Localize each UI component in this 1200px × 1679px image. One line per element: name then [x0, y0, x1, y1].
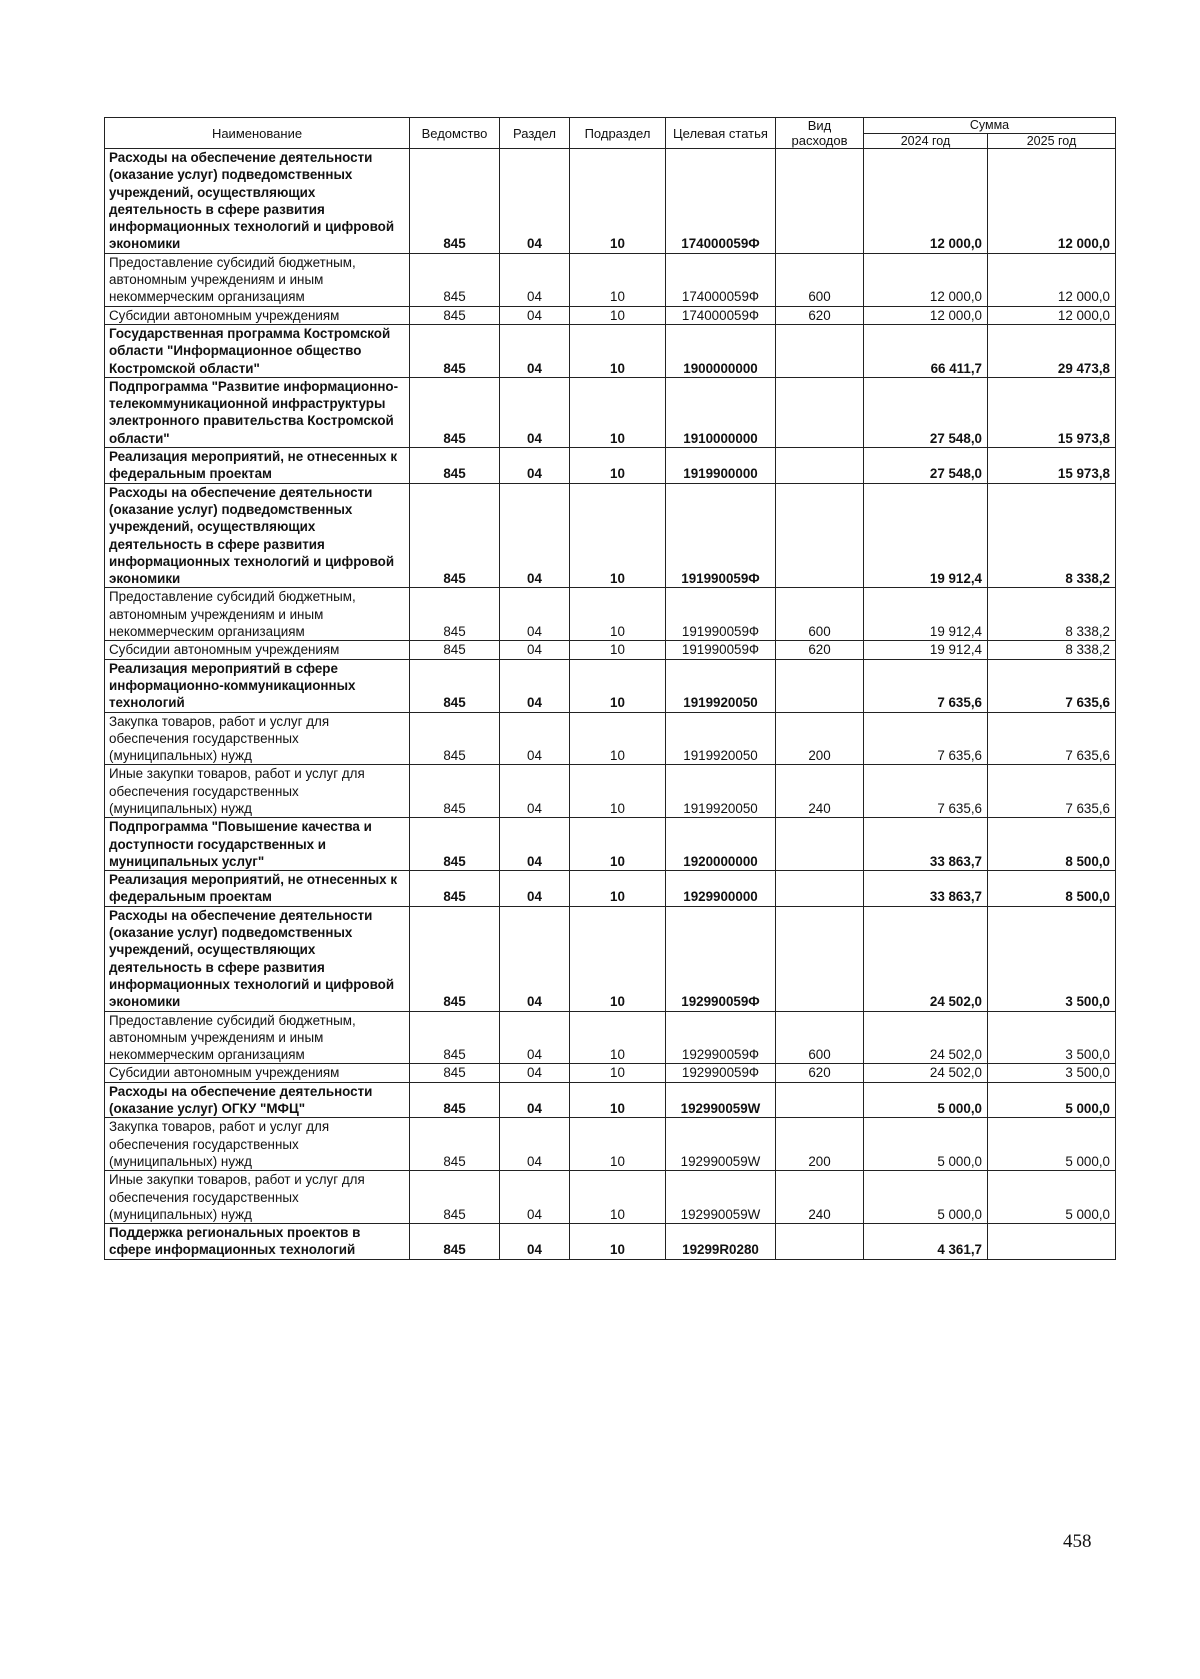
cell-name: Расходы на обеспечение деятельности (оказание услуг) подведомственных учреждений, осуществляющих деятельность в сфере развития информационных технологий и цифровой экономики [105, 149, 410, 254]
cell-name: Реализация мероприятий, не отнесенных к федеральным проектам [105, 871, 410, 907]
cell-article: 1919920050 [666, 659, 776, 712]
cell-subsection: 10 [570, 253, 666, 306]
cell-name: Подпрограмма "Развитие информационно-телекоммуникационной инфраструктуры электронного правительства Костромской области" [105, 377, 410, 447]
cell-amount-2024: 24 502,0 [864, 906, 988, 1011]
cell-section: 04 [500, 483, 570, 588]
cell-amount-2025: 15 973,8 [988, 377, 1116, 447]
cell-amount-2024: 5 000,0 [864, 1082, 988, 1118]
cell-subsection: 10 [570, 818, 666, 871]
cell-dept: 845 [410, 906, 500, 1011]
cell-article: 191990059Ф [666, 641, 776, 659]
cell-article: 192990059Ф [666, 906, 776, 1011]
cell-name: Субсидии автономным учреждениям [105, 306, 410, 324]
cell-amount-2025: 8 338,2 [988, 641, 1116, 659]
table-row [105, 765, 1116, 818]
cell-expense-type: 200 [776, 1118, 864, 1171]
cell-subsection: 10 [570, 1082, 666, 1118]
cell-dept: 845 [410, 253, 500, 306]
cell-expense-type: 200 [776, 712, 864, 765]
cell-section: 04 [500, 1118, 570, 1171]
header-subsection: Подраздел [570, 118, 666, 149]
cell-subsection: 10 [570, 1171, 666, 1224]
cell-dept: 845 [410, 1118, 500, 1171]
table-body [105, 149, 1116, 1260]
cell-expense-type: 620 [776, 306, 864, 324]
cell-article: 192990059W [666, 1118, 776, 1171]
cell-amount-2025: 7 635,6 [988, 765, 1116, 818]
cell-subsection: 10 [570, 377, 666, 447]
cell-section: 04 [500, 1011, 570, 1064]
cell-amount-2024: 66 411,7 [864, 324, 988, 377]
cell-amount-2024: 33 863,7 [864, 871, 988, 907]
table-row [105, 448, 1116, 484]
cell-expense-type [776, 377, 864, 447]
cell-name: Подпрограмма "Повышение качества и доступности государственных и муниципальных услуг" [105, 818, 410, 871]
budget-table [104, 117, 1116, 1260]
cell-dept: 845 [410, 306, 500, 324]
table-row [105, 149, 1116, 254]
cell-subsection: 10 [570, 659, 666, 712]
cell-expense-type: 600 [776, 253, 864, 306]
cell-name: Государственная программа Костромской области "Информационное общество Костромской области" [105, 324, 410, 377]
cell-amount-2025: 5 000,0 [988, 1171, 1116, 1224]
cell-article: 192990059Ф [666, 1064, 776, 1082]
cell-amount-2025: 5 000,0 [988, 1082, 1116, 1118]
cell-subsection: 10 [570, 448, 666, 484]
cell-amount-2025: 3 500,0 [988, 1064, 1116, 1082]
cell-name: Иные закупки товаров, работ и услуг для обеспечения государственных (муниципальных) нужд [105, 1171, 410, 1224]
table-row [105, 659, 1116, 712]
cell-section: 04 [500, 818, 570, 871]
cell-amount-2024: 19 912,4 [864, 588, 988, 641]
cell-amount-2025: 8 338,2 [988, 588, 1116, 641]
cell-amount-2024: 24 502,0 [864, 1011, 988, 1064]
cell-amount-2025: 29 473,8 [988, 324, 1116, 377]
table-row [105, 871, 1116, 907]
table-row [105, 483, 1116, 588]
cell-article: 192990059W [666, 1082, 776, 1118]
cell-section: 04 [500, 149, 570, 254]
cell-amount-2025: 3 500,0 [988, 1011, 1116, 1064]
cell-dept: 845 [410, 659, 500, 712]
cell-subsection: 10 [570, 324, 666, 377]
cell-subsection: 10 [570, 765, 666, 818]
cell-amount-2025: 7 635,6 [988, 712, 1116, 765]
cell-dept: 845 [410, 1082, 500, 1118]
cell-expense-type [776, 871, 864, 907]
cell-name: Расходы на обеспечение деятельности (оказание услуг) подведомственных учреждений, осуществляющих деятельность в сфере развития информационных технологий и цифровой экономики [105, 483, 410, 588]
cell-article: 1929900000 [666, 871, 776, 907]
cell-dept: 845 [410, 1171, 500, 1224]
cell-section: 04 [500, 712, 570, 765]
header-dept: Ведомство [410, 118, 500, 149]
cell-article: 192990059W [666, 1171, 776, 1224]
cell-section: 04 [500, 253, 570, 306]
cell-article: 1919920050 [666, 765, 776, 818]
header-year-2025: 2025 год [988, 133, 1116, 149]
cell-section: 04 [500, 906, 570, 1011]
cell-expense-type [776, 1082, 864, 1118]
cell-dept: 845 [410, 448, 500, 484]
cell-article: 192990059Ф [666, 1011, 776, 1064]
cell-amount-2024: 7 635,6 [864, 659, 988, 712]
cell-subsection: 10 [570, 871, 666, 907]
cell-subsection: 10 [570, 149, 666, 254]
cell-article: 1919920050 [666, 712, 776, 765]
cell-expense-type [776, 483, 864, 588]
cell-article: 174000059Ф [666, 306, 776, 324]
cell-dept: 845 [410, 377, 500, 447]
cell-amount-2024: 4 361,7 [864, 1224, 988, 1260]
cell-subsection: 10 [570, 1011, 666, 1064]
cell-expense-type: 620 [776, 641, 864, 659]
cell-name: Реализация мероприятий, не отнесенных к федеральным проектам [105, 448, 410, 484]
cell-dept: 845 [410, 1224, 500, 1260]
cell-dept: 845 [410, 483, 500, 588]
cell-subsection: 10 [570, 483, 666, 588]
table-row [105, 1224, 1116, 1260]
cell-dept: 845 [410, 324, 500, 377]
header-year-2024: 2024 год [864, 133, 988, 149]
cell-amount-2025: 7 635,6 [988, 659, 1116, 712]
cell-section: 04 [500, 765, 570, 818]
table-row [105, 324, 1116, 377]
cell-article: 1919900000 [666, 448, 776, 484]
cell-amount-2024: 27 548,0 [864, 448, 988, 484]
cell-expense-type: 600 [776, 588, 864, 641]
cell-dept: 845 [410, 818, 500, 871]
cell-article: 174000059Ф [666, 253, 776, 306]
cell-dept: 845 [410, 1011, 500, 1064]
cell-name: Предоставление субсидий бюджетным, автономным учреждениям и иным некоммерческим организациям [105, 588, 410, 641]
cell-section: 04 [500, 324, 570, 377]
cell-amount-2024: 5 000,0 [864, 1171, 988, 1224]
cell-section: 04 [500, 306, 570, 324]
cell-expense-type [776, 906, 864, 1011]
cell-expense-type: 240 [776, 765, 864, 818]
cell-amount-2025 [988, 1224, 1116, 1260]
header-expense-type: Вид расходов [776, 118, 864, 149]
cell-article: 191990059Ф [666, 483, 776, 588]
cell-name: Реализация мероприятий в сфере информационно-коммуникационных технологий [105, 659, 410, 712]
cell-section: 04 [500, 641, 570, 659]
cell-amount-2024: 33 863,7 [864, 818, 988, 871]
cell-name: Субсидии автономным учреждениям [105, 1064, 410, 1082]
cell-amount-2024: 12 000,0 [864, 306, 988, 324]
cell-expense-type [776, 448, 864, 484]
cell-dept: 845 [410, 149, 500, 254]
cell-article: 1920000000 [666, 818, 776, 871]
cell-subsection: 10 [570, 906, 666, 1011]
cell-name: Предоставление субсидий бюджетным, автономным учреждениям и иным некоммерческим организациям [105, 1011, 410, 1064]
cell-section: 04 [500, 1224, 570, 1260]
cell-name: Иные закупки товаров, работ и услуг для обеспечения государственных (муниципальных) нужд [105, 765, 410, 818]
cell-amount-2025: 8 500,0 [988, 871, 1116, 907]
cell-amount-2024: 27 548,0 [864, 377, 988, 447]
cell-amount-2025: 8 338,2 [988, 483, 1116, 588]
header-name: Наименование [105, 118, 410, 149]
cell-article: 191990059Ф [666, 588, 776, 641]
cell-name: Закупка товаров, работ и услуг для обеспечения государственных (муниципальных) нужд [105, 712, 410, 765]
cell-expense-type [776, 149, 864, 254]
page-number: 458 [1063, 1531, 1092, 1552]
table-row [105, 1064, 1116, 1082]
cell-name: Расходы на обеспечение деятельности (оказание услуг) подведомственных учреждений, осуществляющих деятельность в сфере развития информационных технологий и цифровой экономики [105, 906, 410, 1011]
table-row [105, 641, 1116, 659]
cell-amount-2024: 12 000,0 [864, 149, 988, 254]
table-header-row [105, 118, 1116, 134]
cell-amount-2024: 5 000,0 [864, 1118, 988, 1171]
cell-expense-type: 620 [776, 1064, 864, 1082]
cell-dept: 845 [410, 871, 500, 907]
cell-expense-type [776, 1224, 864, 1260]
cell-amount-2024: 12 000,0 [864, 253, 988, 306]
cell-name: Закупка товаров, работ и услуг для обеспечения государственных (муниципальных) нужд [105, 1118, 410, 1171]
cell-amount-2025: 12 000,0 [988, 253, 1116, 306]
table-row [105, 377, 1116, 447]
cell-dept: 845 [410, 765, 500, 818]
cell-expense-type [776, 324, 864, 377]
header-amount: Сумма [864, 118, 1116, 134]
cell-section: 04 [500, 1171, 570, 1224]
cell-amount-2024: 7 635,6 [864, 765, 988, 818]
cell-expense-type: 600 [776, 1011, 864, 1064]
cell-amount-2024: 19 912,4 [864, 483, 988, 588]
cell-article: 19299R0280 [666, 1224, 776, 1260]
cell-article: 1900000000 [666, 324, 776, 377]
table-row [105, 906, 1116, 1011]
cell-name: Предоставление субсидий бюджетным, автономным учреждениям и иным некоммерческим организациям [105, 253, 410, 306]
table-row [105, 588, 1116, 641]
table-row [105, 712, 1116, 765]
table-row [105, 1118, 1116, 1171]
cell-subsection: 10 [570, 306, 666, 324]
cell-dept: 845 [410, 1064, 500, 1082]
table-row [105, 1171, 1116, 1224]
cell-subsection: 10 [570, 1224, 666, 1260]
cell-article: 1910000000 [666, 377, 776, 447]
table-row [105, 253, 1116, 306]
table-row [105, 1082, 1116, 1118]
cell-amount-2024: 19 912,4 [864, 641, 988, 659]
cell-section: 04 [500, 1064, 570, 1082]
cell-expense-type [776, 818, 864, 871]
cell-section: 04 [500, 377, 570, 447]
cell-name: Поддержка региональных проектов в сфере информационных технологий [105, 1224, 410, 1260]
table-row [105, 818, 1116, 871]
cell-section: 04 [500, 871, 570, 907]
cell-dept: 845 [410, 641, 500, 659]
cell-subsection: 10 [570, 1064, 666, 1082]
cell-amount-2025: 8 500,0 [988, 818, 1116, 871]
cell-name: Субсидии автономным учреждениям [105, 641, 410, 659]
cell-section: 04 [500, 448, 570, 484]
cell-expense-type [776, 659, 864, 712]
cell-dept: 845 [410, 588, 500, 641]
table-row [105, 306, 1116, 324]
cell-amount-2025: 15 973,8 [988, 448, 1116, 484]
cell-amount-2025: 12 000,0 [988, 306, 1116, 324]
cell-amount-2025: 12 000,0 [988, 149, 1116, 254]
header-target-article: Целевая статья [666, 118, 776, 149]
table-row [105, 1011, 1116, 1064]
cell-expense-type: 240 [776, 1171, 864, 1224]
cell-amount-2025: 3 500,0 [988, 906, 1116, 1011]
cell-subsection: 10 [570, 712, 666, 765]
cell-subsection: 10 [570, 641, 666, 659]
cell-subsection: 10 [570, 1118, 666, 1171]
cell-amount-2025: 5 000,0 [988, 1118, 1116, 1171]
cell-name: Расходы на обеспечение деятельности (оказание услуг) ОГКУ "МФЦ" [105, 1082, 410, 1118]
cell-section: 04 [500, 1082, 570, 1118]
cell-amount-2024: 7 635,6 [864, 712, 988, 765]
cell-section: 04 [500, 659, 570, 712]
header-section: Раздел [500, 118, 570, 149]
cell-amount-2024: 24 502,0 [864, 1064, 988, 1082]
cell-section: 04 [500, 588, 570, 641]
cell-subsection: 10 [570, 588, 666, 641]
cell-article: 174000059Ф [666, 149, 776, 254]
cell-dept: 845 [410, 712, 500, 765]
